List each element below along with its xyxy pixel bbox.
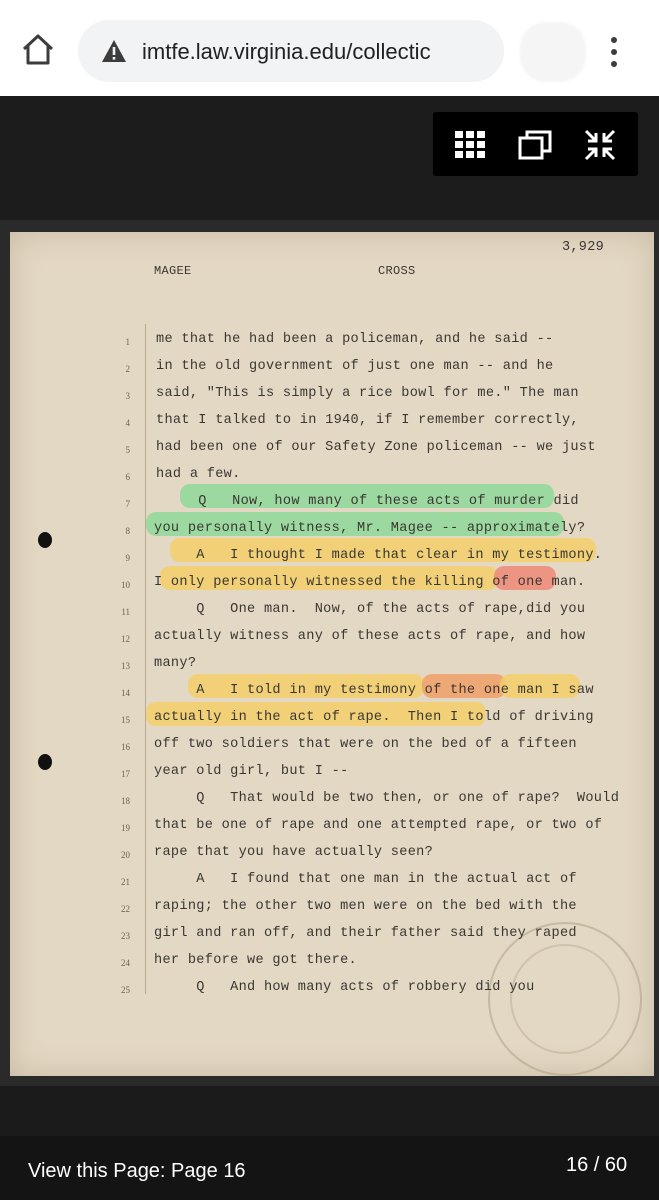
line-text: that I talked to in 1940, if I remember correctly,: [156, 413, 579, 428]
line-text: year old girl, but I --: [154, 764, 349, 779]
transcript-line: [10, 490, 654, 516]
line-number: 11: [121, 607, 130, 617]
view-page-link[interactable]: View this Page: Page 16: [28, 1160, 246, 1182]
line-number: 6: [125, 472, 130, 482]
transcript-line: [10, 868, 654, 894]
line-text: actually witness any of these acts of rape, and how: [154, 629, 586, 644]
transcript-line: [10, 706, 654, 732]
line-text: had a few.: [156, 467, 241, 482]
line-text: in the old government of just one man -- and he: [156, 359, 554, 374]
line-text: Q And how many acts of robbery did you: [154, 980, 535, 995]
line-text: A I found that one man in the actual act of: [154, 872, 577, 887]
line-text: Q That would be two then, or one of rape? Would: [154, 791, 620, 806]
transcript-line: [10, 436, 654, 462]
line-number: 8: [125, 526, 130, 536]
line-number: 24: [121, 958, 130, 968]
transcript-line: [10, 382, 654, 408]
transcript-line: [10, 571, 654, 597]
transcript-line: [10, 517, 654, 543]
transcript-line: [10, 679, 654, 705]
line-text: actually in the act of rape. Then I told of driving: [154, 710, 594, 725]
line-number: 3: [125, 391, 130, 401]
viewer-toolbar: [433, 112, 638, 176]
collapse-icon[interactable]: [583, 128, 617, 162]
browser-toolbar: [0, 0, 659, 96]
page-number: 3,929: [562, 240, 605, 255]
line-text: A I thought I made that clear in my testimony.: [154, 548, 603, 563]
warning-icon[interactable]: [100, 37, 128, 65]
transcript-line: [10, 895, 654, 921]
header-examination: CROSS: [378, 264, 416, 278]
line-number: 23: [121, 931, 130, 941]
line-text: said, "This is simply a rice bowl for me." The man: [156, 386, 579, 401]
transcript-line: [10, 463, 654, 489]
line-number: 1: [125, 337, 130, 347]
page-counter: 16 / 60: [566, 1154, 628, 1176]
line-text: girl and ran off, and their father said they raped: [154, 926, 577, 941]
transcript-line: [10, 733, 654, 759]
transcript-line: [10, 355, 654, 381]
viewer-footer: [0, 1136, 659, 1200]
window-icon[interactable]: [518, 128, 552, 162]
line-number: 7: [125, 499, 130, 509]
line-text: Q Now, how many of these acts of murder did: [156, 494, 579, 509]
line-text: I only personally witnessed the killing of one man.: [154, 575, 586, 590]
line-text: me that he had been a policeman, and he said --: [156, 332, 554, 347]
address-bar[interactable]: [78, 20, 504, 82]
line-number: 10: [121, 580, 130, 590]
line-number: 20: [121, 850, 130, 860]
line-text: that be one of rape and one attempted rape, or two of: [154, 818, 603, 833]
line-number: 19: [121, 823, 130, 833]
header-witness: MAGEE: [154, 264, 192, 278]
line-number: 15: [121, 715, 130, 725]
transcript-line: [10, 814, 654, 840]
home-icon[interactable]: [18, 30, 58, 70]
line-text: rape that you have actually seen?: [154, 845, 434, 860]
transcript-line: [10, 652, 654, 678]
line-number: 18: [121, 796, 130, 806]
grid-icon[interactable]: [453, 128, 487, 162]
line-text: had been one of our Safety Zone policeman -- we just: [156, 440, 596, 455]
line-number: 16: [121, 742, 130, 752]
transcript-line: [10, 949, 654, 975]
line-number: 25: [121, 985, 130, 995]
transcript-line: [10, 625, 654, 651]
line-text: her before we got there.: [154, 953, 357, 968]
transcript-line: [10, 544, 654, 570]
line-text: Q One man. Now, of the acts of rape,did you: [154, 602, 586, 617]
line-number: 13: [121, 661, 130, 671]
transcript-line: [10, 409, 654, 435]
line-text: many?: [154, 656, 197, 671]
line-number: 5: [125, 445, 130, 455]
line-number: 12: [121, 634, 130, 644]
line-number: 9: [125, 553, 130, 563]
line-number: 14: [121, 688, 130, 698]
transcript-line: [10, 976, 654, 1002]
transcript-line: [10, 922, 654, 948]
url-text[interactable]: imtfe.law.virginia.edu/collectic: [142, 39, 431, 64]
line-text: raping; the other two men were on the bed with the: [154, 899, 577, 914]
line-text: A I told in my testimony of the one man I saw: [154, 683, 594, 698]
transcript-line: [10, 760, 654, 786]
line-number: 21: [121, 877, 130, 887]
tab-switcher-button[interactable]: [520, 22, 586, 82]
more-vert-icon[interactable]: [602, 32, 626, 72]
line-number: 4: [125, 418, 130, 428]
transcript-line: [10, 841, 654, 867]
document-page: [10, 232, 654, 1076]
transcript-line: [10, 787, 654, 813]
transcript-line: [10, 328, 654, 354]
line-number: 2: [125, 364, 130, 374]
line-text: off two soldiers that were on the bed of a fifteen: [154, 737, 577, 752]
line-text: you personally witness, Mr. Magee -- approximately?: [154, 521, 586, 536]
line-number: 22: [121, 904, 130, 914]
line-number: 17: [121, 769, 130, 779]
transcript-line: [10, 598, 654, 624]
